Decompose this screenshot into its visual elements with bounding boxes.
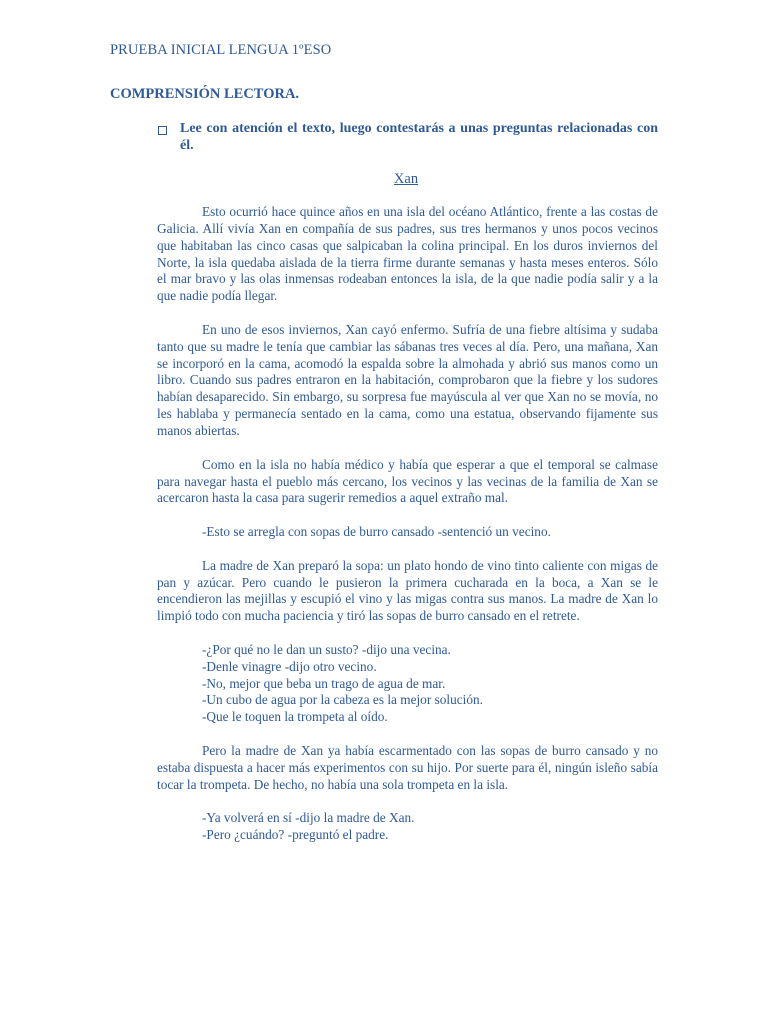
story-paragraph: En uno de esos inviernos, Xan cayó enfermo. Sufría de una fiebre altísima y sudaba tanto que su madre le tenía que cambiar las sábanas tres veces al día. Pero, una mañana, Xan se incorporó en la cama, acomodó la espalda sobre la almohada y abrió sus manos como un libro. Cuando sus padres entraron en la habitación, comprobaron que la fiebre y los sudores habían desaparecido. Sin embargo, su sorpresa fue mayúscula al ver que Xan no se movía, no les hablaba y permanecía sentado en la cama, como una estatua, observando fijamente sus manos abiertas.	[157, 321, 658, 438]
dialogue-block	[157, 642, 658, 726]
dialogue-block	[157, 810, 658, 844]
section-title: COMPRENSIÓN LECTORA.	[110, 86, 300, 102]
dialogue-line: -Denle vinagre -dijo otro vecino.	[202, 658, 377, 674]
story-paragraph: Como en la isla no había médico y había que esperar a que el temporal se calmase para navegar hasta el pueblo más cercano, los vecinos y las vecinas de la familia de Xan se acercaron hasta la casa para sugerir remedios a aquel extraño mal.	[157, 456, 658, 506]
dialogue-line: -Un cubo de agua por la cabeza es la mejor solución.	[202, 692, 483, 708]
dialogue-line: -¿Por qué no le dan un susto? -dijo una vecina.	[202, 641, 451, 657]
dialogue-line: -Ya volverá en sí -dijo la madre de Xan.	[202, 810, 415, 826]
story-title: Xan	[393, 171, 419, 187]
story-paragraph: Esto ocurrió hace quince años en una isla del océano Atlántico, frente a las costas de Galicia. Allí vivía Xan en compañía de sus padres, sus tres hermanos y unos pocos vecinos que habitaban las cinco casas que salpicaban la colina principal. En los duros inviernos del Norte, la isla quedaba aislada de la tierra firme durante semanas y hasta meses enteros. Sólo el mar bravo y las olas inmensas rodeaban entonces la isla, de la que nadie podía salir y a la que nadie podía llegar.	[157, 204, 658, 304]
dialogue-line: -Pero ¿cuándo? -preguntó el padre.	[202, 827, 389, 843]
page-header: PRUEBA INICIAL LENGUA 1ºESO	[110, 42, 332, 58]
instruction-text: Lee con atención el texto, luego contestarás a unas preguntas relacionadas con él.	[180, 121, 658, 153]
story-paragraph: -Esto se arregla con sopas de burro cansado -sentenció un vecino.	[202, 524, 551, 540]
story-paragraph: La madre de Xan preparó la sopa: un plato hondo de vino tinto caliente con migas de pan y azúcar. Pero cuando le pusieron la primera cucharada en la boca, a Xan se le encendieron las mejillas y escupió el vino y las migas contra sus manos. La madre de Xan lo limpió todo con mucha paciencia y tiró las sopas de burro cansado en el retrete.	[157, 557, 658, 624]
dialogue-line: -No, mejor que beba un trago de agua de mar.	[202, 675, 446, 691]
story-body	[157, 204, 658, 861]
square-bullet-icon	[158, 126, 167, 135]
dialogue-line: -Que le toquen la trompeta al oído.	[202, 709, 388, 725]
instruction-item	[158, 120, 658, 154]
story-paragraph: Pero la madre de Xan ya había escarmentado con las sopas de burro cansado y no estaba dispuesta a hacer más experimentos con su hijo. Por suerte para él, ningún isleño sabía tocar la trompeta. De hecho, no había una sola trompeta en la isla.	[157, 743, 658, 792]
